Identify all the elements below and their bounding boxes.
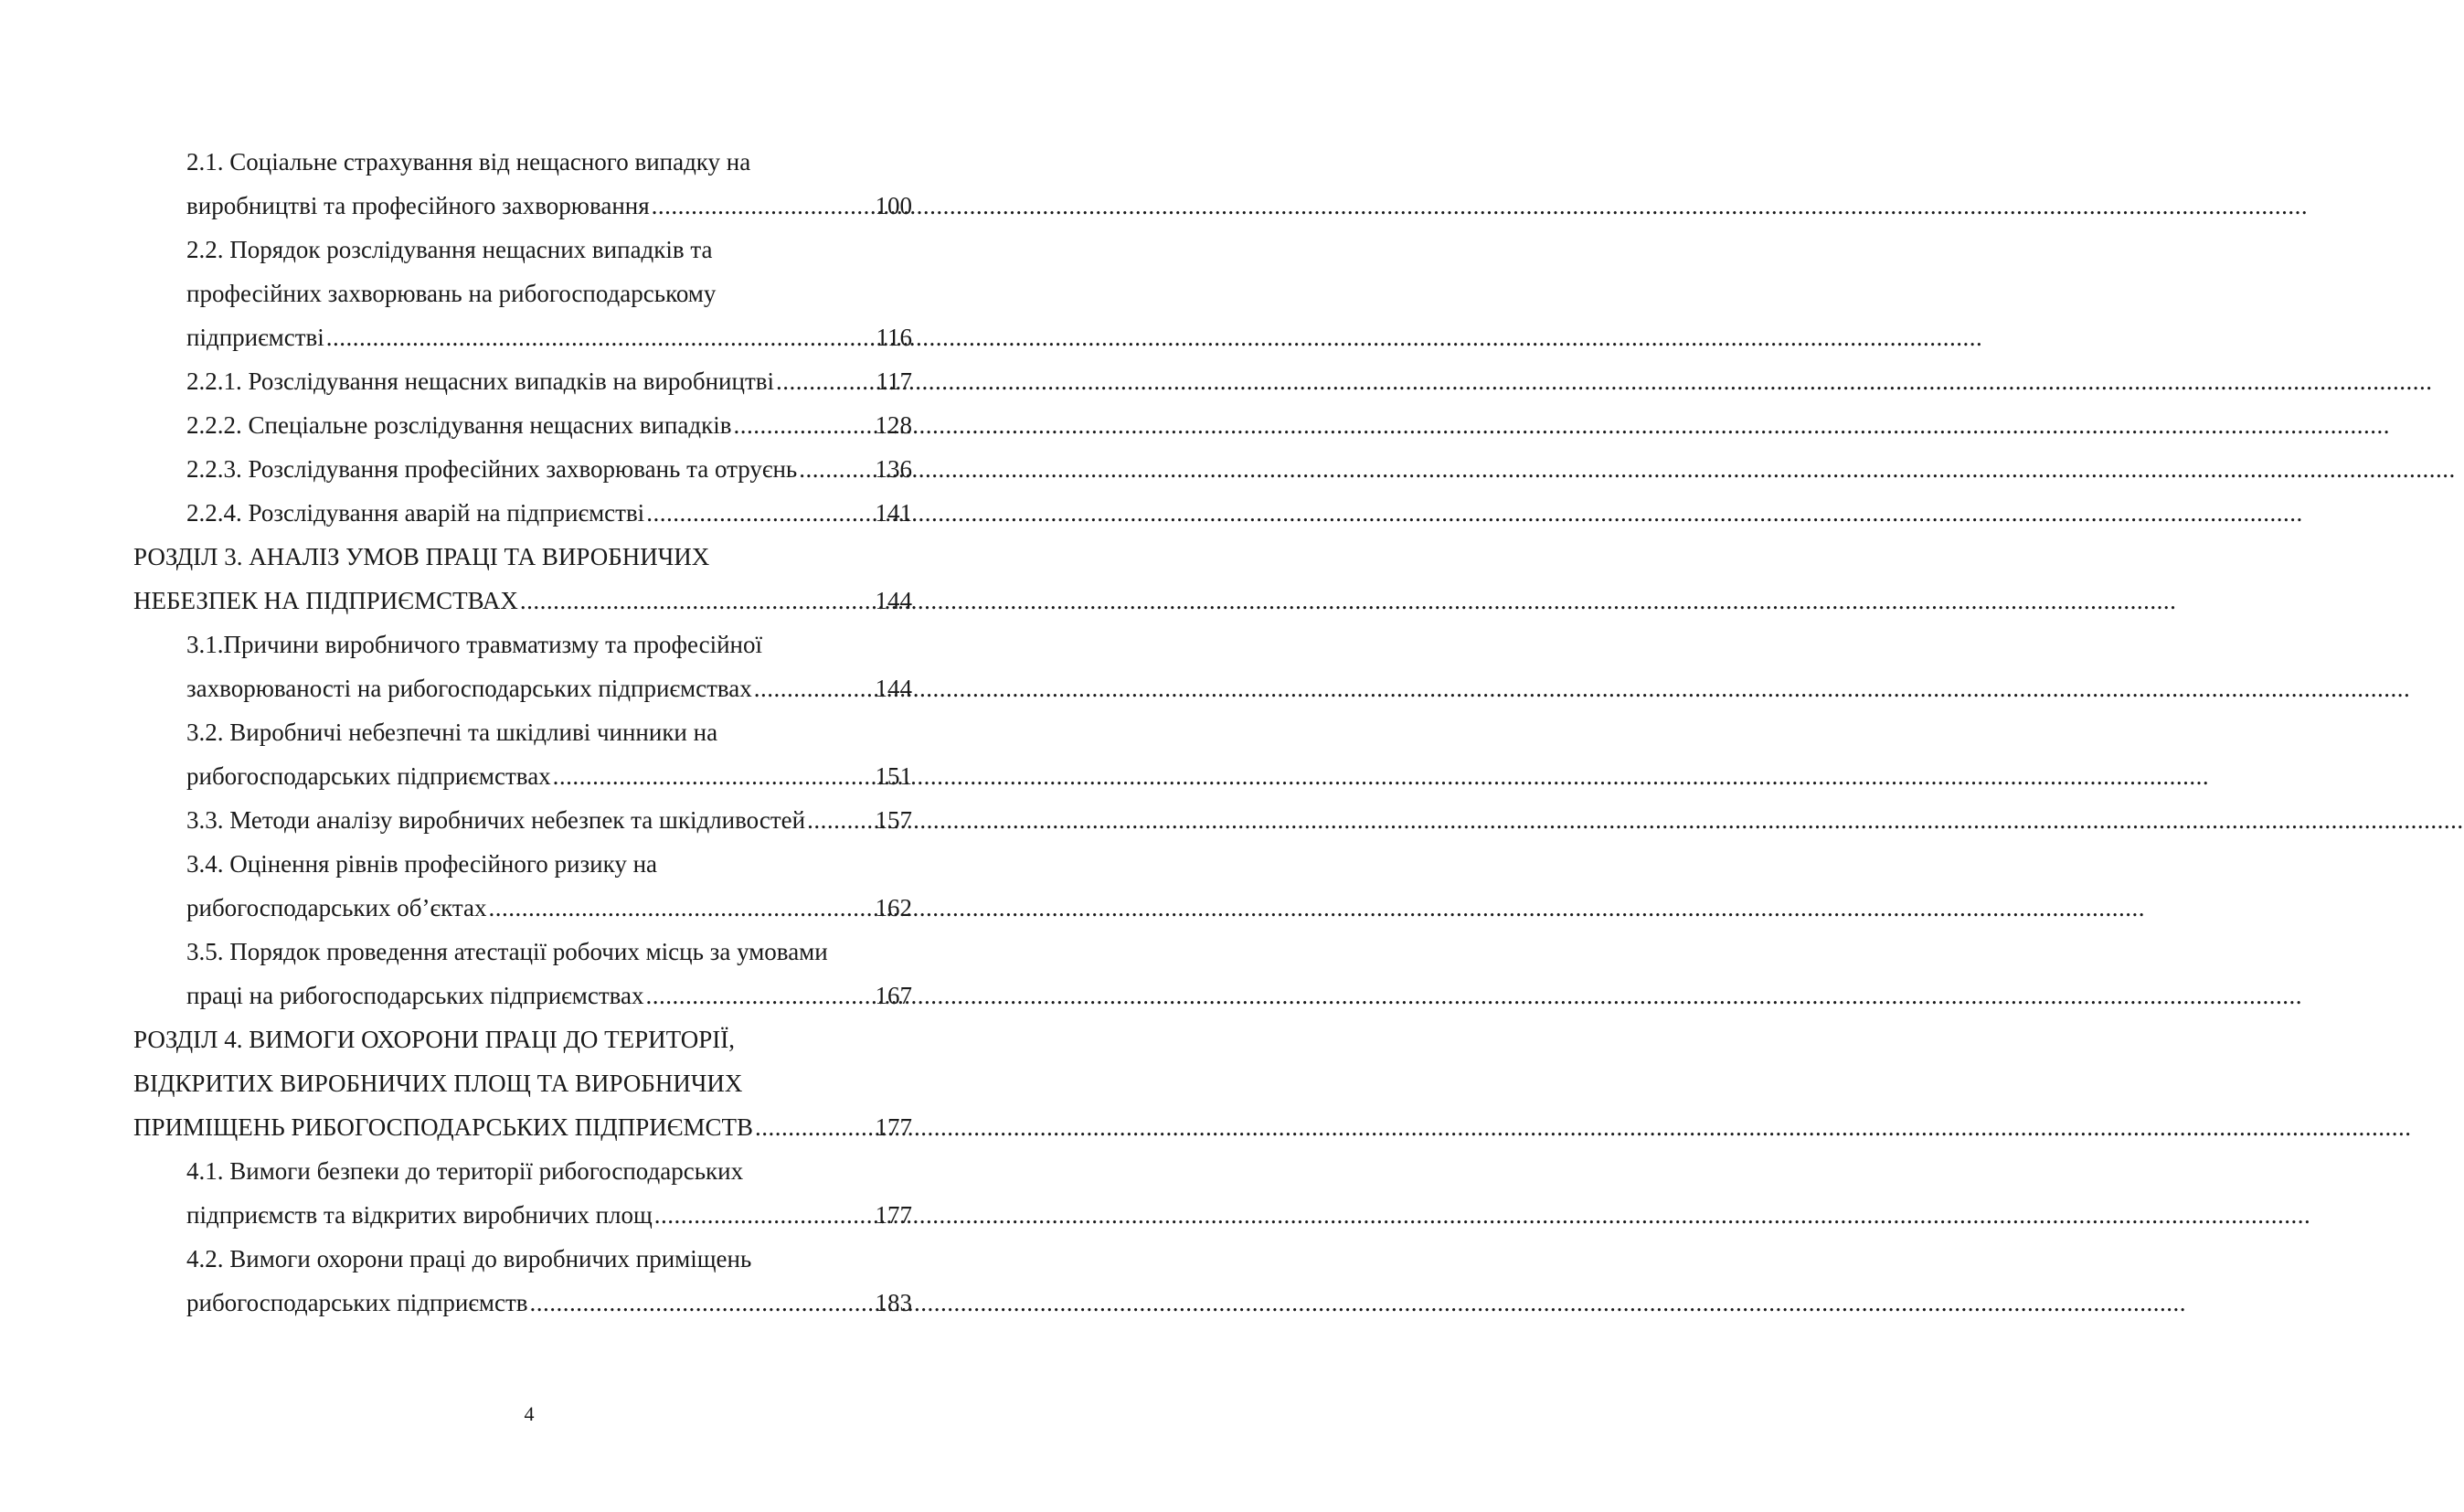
toc-entry-page: 167 bbox=[875, 982, 912, 1009]
toc-entry bbox=[133, 491, 912, 535]
toc-entry bbox=[133, 447, 912, 491]
toc-entry-text: 3.5. Порядок проведення атестації робочих місць за умовами bbox=[186, 938, 828, 965]
toc-entry bbox=[133, 1017, 912, 1061]
toc-entry-text: 3.1.Причини виробничого травматизму та професійної bbox=[186, 631, 762, 658]
toc-entry-page: 151 bbox=[875, 762, 912, 790]
toc-entry bbox=[133, 623, 912, 666]
toc-entry-page: 177 bbox=[875, 1201, 912, 1229]
toc-entry-text: праці на рибогосподарських підприємствах bbox=[186, 982, 644, 1009]
toc-dot-leader bbox=[755, 1105, 871, 1149]
toc-entry-text: рибогосподарських підприємствах bbox=[186, 762, 551, 790]
toc-entry-page: 157 bbox=[875, 806, 912, 834]
toc-entry bbox=[133, 1105, 912, 1149]
toc-entry bbox=[133, 710, 912, 754]
toc-entry bbox=[133, 798, 912, 842]
toc-entry-text: 2.2. Порядок розслідування нещасних випадків та bbox=[186, 236, 713, 263]
toc-dot-leader bbox=[553, 754, 872, 798]
toc-entry bbox=[133, 886, 912, 930]
toc-entry-text: ВІДКРИТИХ ВИРОБНИЧИХ ПЛОЩ ТА ВИРОБНИЧИХ bbox=[133, 1070, 743, 1097]
toc-entry-text: 3.4. Оцінення рівнів професійного ризику на bbox=[186, 850, 658, 878]
toc-dot-leader bbox=[776, 359, 873, 403]
toc-entry bbox=[133, 666, 912, 710]
toc-entry-text: 2.2.4. Розслідування аварій на підприємстві bbox=[186, 499, 645, 527]
toc-dot-leader bbox=[654, 1193, 872, 1237]
toc-entry bbox=[133, 315, 912, 359]
toc-entry-text: рибогосподарських підприємств bbox=[186, 1289, 528, 1316]
toc-entry bbox=[133, 1149, 912, 1193]
toc-entry-text: рибогосподарських об’єктах bbox=[186, 894, 487, 921]
toc-entry bbox=[133, 272, 912, 315]
toc-entry bbox=[133, 228, 912, 272]
toc-dot-leader bbox=[530, 1281, 872, 1325]
toc-entry-page: 183 bbox=[875, 1289, 912, 1316]
document-page bbox=[0, 0, 1058, 1512]
toc-entry-page: 162 bbox=[875, 894, 912, 921]
toc-entry bbox=[133, 579, 912, 623]
toc-dot-leader bbox=[807, 798, 871, 842]
toc-entry-text: підприємстві bbox=[186, 324, 324, 351]
toc-entry-page: 144 bbox=[875, 675, 912, 702]
toc-dot-leader bbox=[646, 491, 871, 535]
toc-entry bbox=[133, 842, 912, 886]
toc-entry-text: виробництві та професійного захворювання bbox=[186, 192, 650, 219]
toc-entry-page: 117 bbox=[876, 367, 912, 395]
toc-entry-text: РОЗДІЛ 3. АНАЛІЗ УМОВ ПРАЦІ ТА ВИРОБНИЧИХ bbox=[133, 543, 710, 570]
toc-dot-leader bbox=[520, 579, 872, 623]
toc-dot-leader bbox=[652, 184, 872, 228]
toc-entry bbox=[133, 184, 912, 228]
toc-entry-page: 136 bbox=[875, 455, 912, 483]
toc-entry bbox=[133, 140, 912, 184]
toc-entry-page: 100 bbox=[875, 192, 912, 219]
toc-entry-page: 116 bbox=[876, 324, 912, 351]
toc-entry-page: 128 bbox=[875, 411, 912, 439]
toc-dot-leader bbox=[754, 666, 872, 710]
toc-entry-text: РОЗДІЛ 4. ВИМОГИ ОХОРОНИ ПРАЦІ ДО ТЕРИТОРІЇ, bbox=[133, 1026, 736, 1053]
toc-entry bbox=[133, 1281, 912, 1325]
toc-entry-text: 2.1. Соціальне страхування від нещасного випадку на bbox=[186, 148, 751, 176]
toc-entry bbox=[133, 1061, 912, 1105]
table-of-contents bbox=[133, 140, 912, 1325]
toc-entry-text: ПРИМІЩЕНЬ РИБОГОСПОДАРСЬКИХ ПІДПРИЄМСТВ bbox=[133, 1113, 754, 1141]
toc-entry-text: підприємств та відкритих виробничих площ bbox=[186, 1201, 653, 1229]
toc-entry bbox=[133, 754, 912, 798]
toc-dot-leader bbox=[488, 886, 871, 930]
toc-entry-text: професійних захворювань на рибогосподарському bbox=[186, 280, 717, 307]
toc-entry-text: НЕБЕЗПЕК НА ПІДПРИЄМСТВАХ bbox=[133, 587, 518, 614]
toc-entry-page: 144 bbox=[875, 587, 912, 614]
toc-entry-page: 141 bbox=[875, 499, 912, 527]
toc-entry-text: 2.2.3. Розслідування професійних захворювань та отруєнь bbox=[186, 455, 798, 483]
toc-entry bbox=[133, 359, 912, 403]
toc-entry-text: захворюваності на рибогосподарських підприємствах bbox=[186, 675, 752, 702]
toc-entry-text: 3.2. Виробничі небезпечні та шкідливі чинники на bbox=[186, 719, 718, 746]
toc-entry-text: 4.2. Вимоги охорони праці до виробничих приміщень bbox=[186, 1245, 752, 1272]
toc-dot-leader bbox=[799, 447, 871, 491]
toc-entry bbox=[133, 535, 912, 579]
toc-entry bbox=[133, 1193, 912, 1237]
toc-entry-text: 3.3. Методи аналізу виробничих небезпек та шкідливостей bbox=[186, 806, 806, 834]
toc-entry-text: 4.1. Вимоги безпеки до території рибогосподарських bbox=[186, 1157, 744, 1185]
toc-entry bbox=[133, 1237, 912, 1281]
page-number: 4 bbox=[524, 1402, 535, 1425]
toc-entry-text: 2.2.1. Розслідування нещасних випадків на виробництві bbox=[186, 367, 774, 395]
toc-entry bbox=[133, 974, 912, 1017]
toc-entry-page: 177 bbox=[875, 1113, 912, 1141]
toc-entry-text: 2.2.2. Спеціальне розслідування нещасних випадків bbox=[186, 411, 732, 439]
toc-dot-leader bbox=[733, 403, 871, 447]
toc-dot-leader bbox=[646, 974, 872, 1017]
toc-entry bbox=[133, 930, 912, 974]
toc-entry bbox=[133, 403, 912, 447]
toc-dot-leader bbox=[326, 315, 873, 359]
